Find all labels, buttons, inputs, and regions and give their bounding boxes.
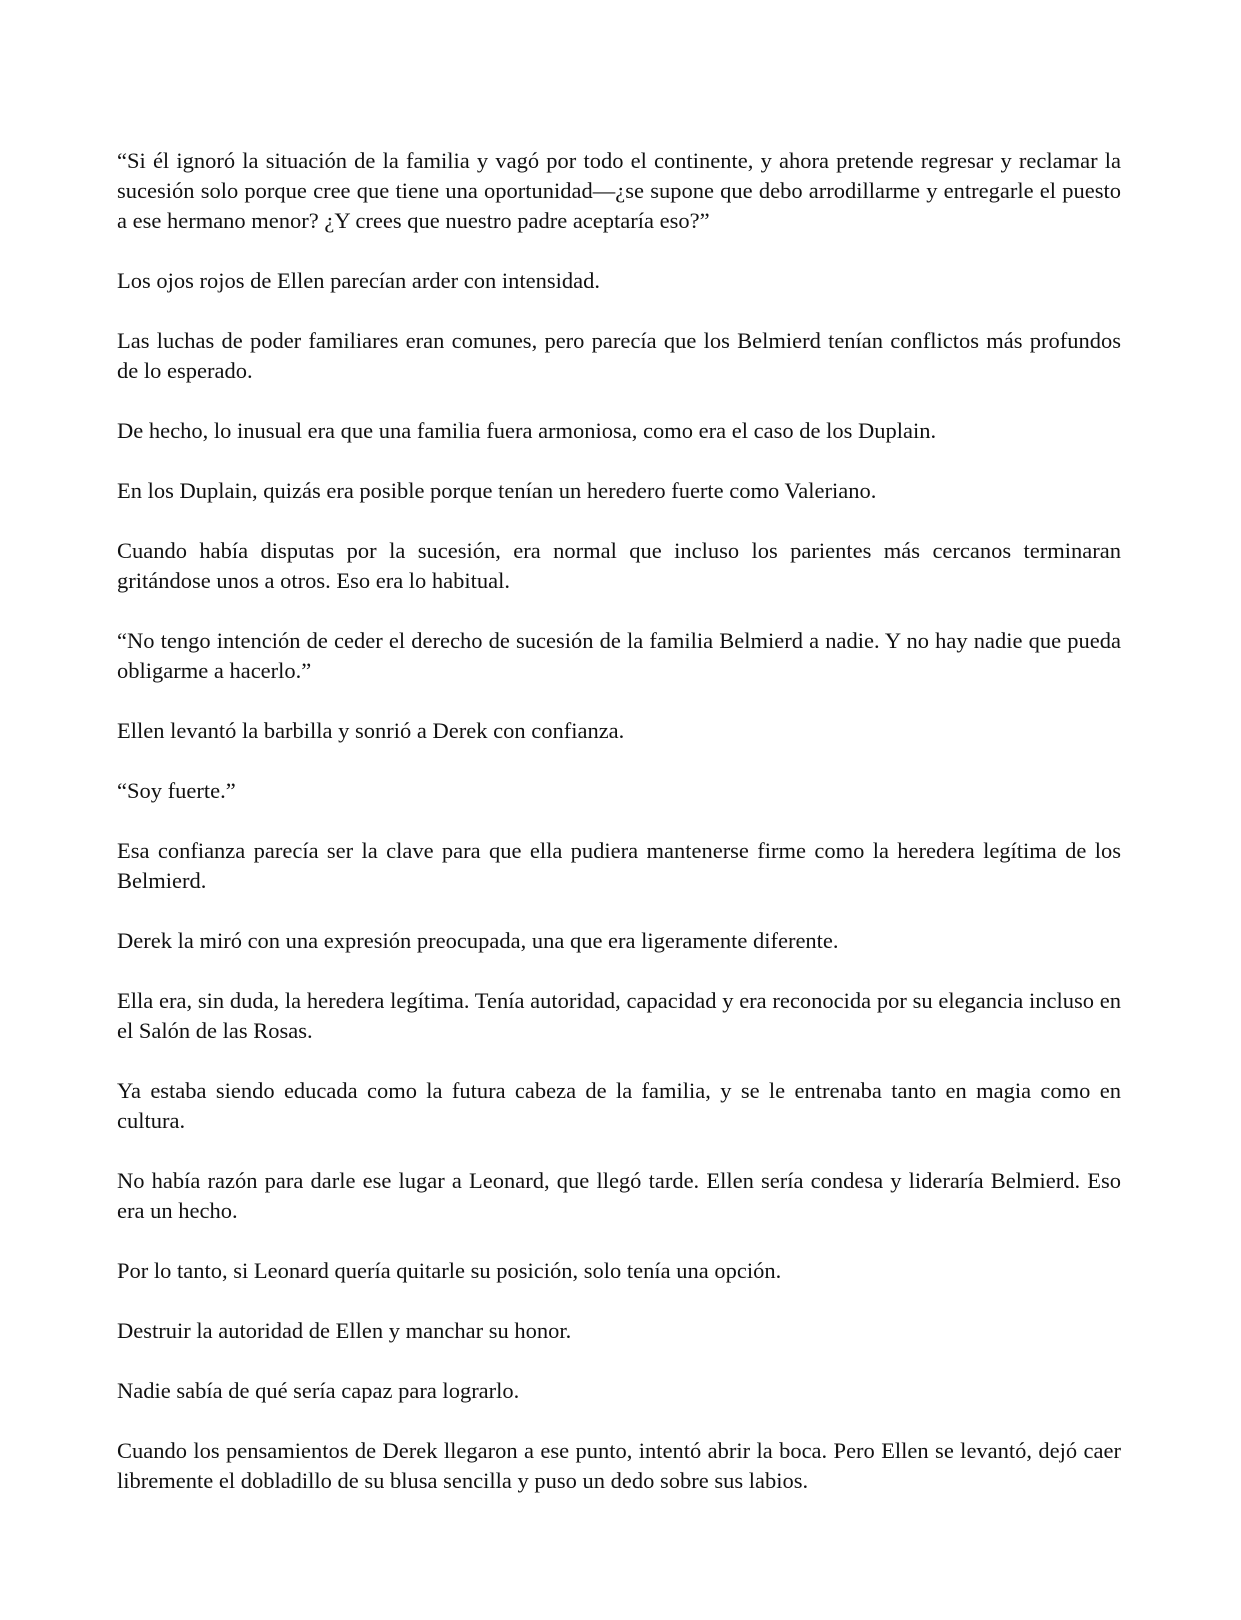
paragraph: “No tengo intención de ceder el derecho de sucesión de la familia Belmierd a nadie. Y no hay nadie que pueda obligarme a hacerlo.”: [117, 628, 1121, 683]
paragraph: Las luchas de poder familiares eran comunes, pero parecía que los Belmierd tenían conflictos más profundos de lo esperado.: [117, 328, 1121, 383]
paragraph: Los ojos rojos de Ellen parecían arder con intensidad.: [117, 268, 600, 293]
paragraph: “Soy fuerte.”: [117, 778, 236, 803]
paragraph: Ella era, sin duda, la heredera legítima. Tenía autoridad, capacidad y era reconocida por su elegancia incluso en el Salón de las Rosas.: [117, 988, 1121, 1043]
paragraph: No había razón para darle ese lugar a Leonard, que llegó tarde. Ellen sería condesa y lideraría Belmierd. Eso era un hecho.: [117, 1168, 1121, 1223]
paragraph: Nadie sabía de qué sería capaz para lograrlo.: [117, 1378, 520, 1403]
paragraph: Por lo tanto, si Leonard quería quitarle su posición, solo tenía una opción.: [117, 1258, 782, 1283]
paragraph: Ellen levantó la barbilla y sonrió a Derek con confianza.: [117, 718, 625, 743]
document-body: [117, 146, 1121, 1526]
paragraph: De hecho, lo inusual era que una familia fuera armoniosa, como era el caso de los Duplain.: [117, 418, 937, 443]
paragraph: En los Duplain, quizás era posible porque tenían un heredero fuerte como Valeriano.: [117, 478, 877, 503]
paragraph: “Si él ignoró la situación de la familia y vagó por todo el continente, y ahora pretende regresar y reclamar la sucesión solo porque cree que tiene una oportunidad—¿se supone que debo arrodillarme y entregarle el puesto a ese hermano menor? ¿Y crees que nuestro padre aceptaría eso?”: [117, 148, 1121, 233]
paragraph: Esa confianza parecía ser la clave para que ella pudiera mantenerse firme como la heredera legítima de los Belmierd.: [117, 838, 1121, 893]
paragraph: Destruir la autoridad de Ellen y manchar su honor.: [117, 1318, 572, 1343]
paragraph: Derek la miró con una expresión preocupada, una que era ligeramente diferente.: [117, 928, 839, 953]
paragraph: Cuando había disputas por la sucesión, era normal que incluso los parientes más cercanos terminaran gritándose unos a otros. Eso era lo habitual.: [117, 538, 1121, 593]
paragraph: Cuando los pensamientos de Derek llegaron a ese punto, intentó abrir la boca. Pero Ellen se levantó, dejó caer libremente el dobladillo de su blusa sencilla y puso un dedo sobre sus labios.: [117, 1438, 1121, 1493]
paragraph: Ya estaba siendo educada como la futura cabeza de la familia, y se le entrenaba tanto en magia como en cultura.: [117, 1078, 1121, 1133]
